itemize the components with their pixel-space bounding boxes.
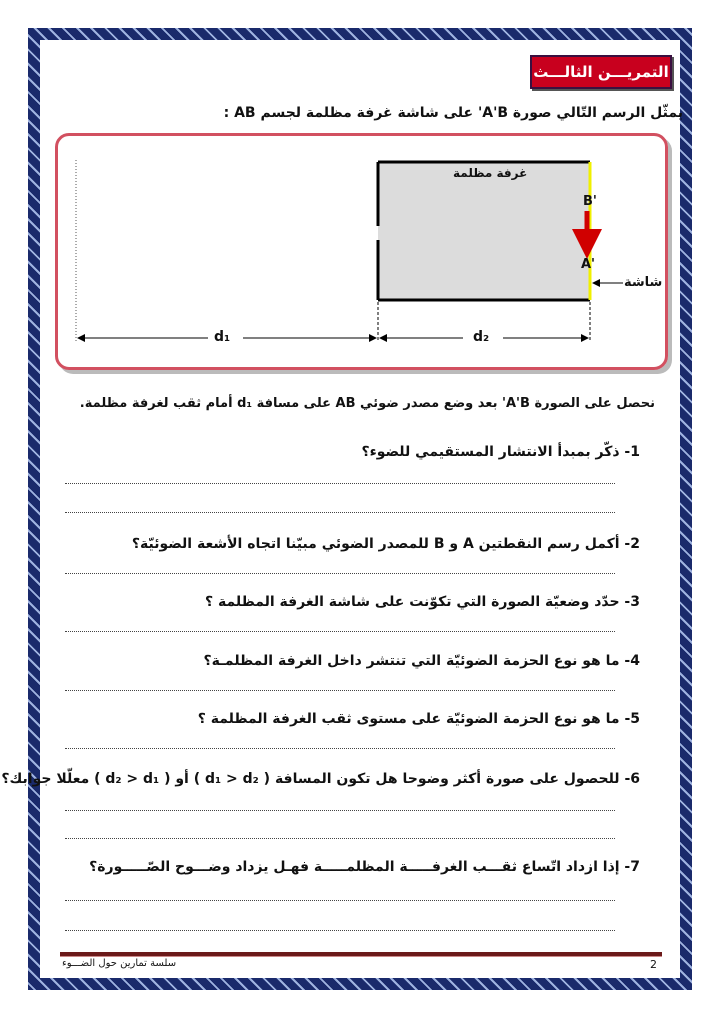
image-bottom-label: A' <box>581 257 596 272</box>
question-2: 2- أكمل رسم النقطتين A و B للمصدر الضوئي مبيّنا اتجاه الأشعة الضوئيّة؟ <box>131 536 640 552</box>
statement: يمثّل الرسم التّالي صورة A'B' على شاشة غرفة مظلمة لجسم AB : <box>223 105 683 121</box>
answer-line[interactable] <box>65 748 615 749</box>
answer-line[interactable] <box>65 900 615 901</box>
question-5: 5- ما هو نوع الحزمة الضوئيّة على مستوى ثقب الغرفة المظلمة ؟ <box>197 711 640 727</box>
answer-line[interactable] <box>65 573 615 574</box>
answer-line[interactable] <box>65 810 615 811</box>
intro-text: نحصل على الصورة A'B' بعد وضع مصدر ضوئي AB على مسافة d₁ أمام ثقب لغرفة مظلمة. <box>79 396 655 411</box>
question-1: 1- ذكّر بمبدأ الانتشار المستقيمي للضوء؟ <box>361 444 640 460</box>
question-3: 3- حدّد وضعيّة الصورة التي تكوّنت على شاشة الغرفة المظلمة ؟ <box>205 594 640 610</box>
question-4: 4- ما هو نوع الحزمة الضوئيّة التي تنتشر داخل الغرفة المظلمـة؟ <box>203 653 640 669</box>
camera-obscura-diagram <box>55 133 668 370</box>
answer-line[interactable] <box>65 930 615 931</box>
exercise-title-badge <box>530 55 672 89</box>
image-top-label: B' <box>583 194 597 209</box>
screen-label: شاشة <box>624 275 663 290</box>
answer-line[interactable] <box>65 690 615 691</box>
d1-label: d₁ <box>214 329 231 345</box>
question-7: 7- إذا ازداد اتّساع ثقـــب الغرفـــــة المظلمـــــة فهـل يزداد وضـــوح الصّـــــورة؟ <box>89 859 640 875</box>
exercise-title: التمريـــن الثالـــث <box>533 63 669 81</box>
question-6: 6- للحصول على صورة أكثر وضوحا هل تكون المسافة ( d₁ > d₂ ) أو ( d₂ > d₁ ) معلّلا جوابك؟ <box>1 771 640 787</box>
page-number: 2 <box>650 958 657 971</box>
room-label: غرفة مظلمة <box>453 166 528 180</box>
answer-line[interactable] <box>65 512 615 513</box>
answer-line[interactable] <box>65 838 615 839</box>
answer-line[interactable] <box>65 483 615 484</box>
diagram-svg <box>58 136 665 367</box>
footer-divider <box>60 952 662 957</box>
footer-series-title: سلسة تمارين حول الضـــوء <box>62 958 177 969</box>
answer-line[interactable] <box>65 631 615 632</box>
dark-room <box>378 162 590 300</box>
d2-label: d₂ <box>473 329 490 345</box>
